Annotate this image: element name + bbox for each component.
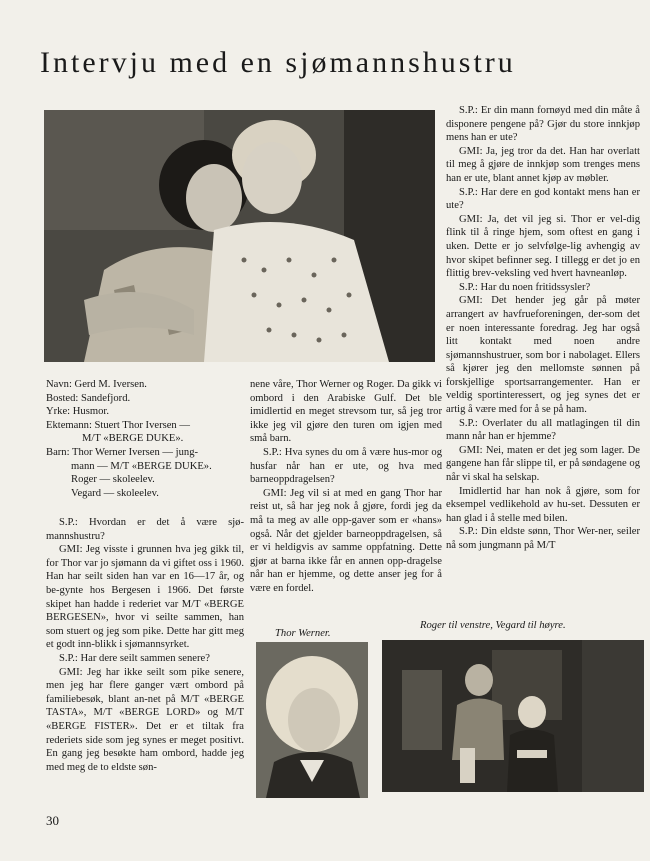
paragraph: nene våre, Thor Werner og Roger. Da gikk vi ombord i den Arabiske Gulf. Det ble imidlertid en meget strevsom tur, så jeg tror ikke jeg vil gjøre den turen om igjen med små barn.: [250, 379, 442, 445]
column-2-text: [250, 378, 442, 596]
paragraph: S.P.: Hvordan er det å være sjø-mannshustru?: [46, 517, 244, 542]
column-1-text: [46, 516, 244, 774]
article-title: Intervju med en sjømannshustru: [40, 46, 516, 79]
info-child-vegard: Vegard — skoleelev.: [71, 487, 159, 499]
profile-info: [46, 378, 236, 500]
paragraph: GMI: Ja, det vil jeg si. Thor er vel-dig flink til å ringe hjem, som oftest en gang i uken. Dette er jo selvfølge-lig avhengig av hvor skipet befinner seg. I tillegg er det jo en flittig brev-veksling ved hvert havneanløp.: [446, 213, 640, 280]
info-name: Navn: Gerd M. Iversen.: [46, 379, 147, 390]
boys-photo: [382, 640, 644, 792]
paragraph: S.P.: Er din mann fornøyd med din måte å disponere pengene på? Gjør du store innkjøp mens han er ute?: [446, 105, 640, 144]
info-children-ship: mann — M/T «BERGE DUKE».: [71, 460, 212, 472]
info-children: Barn: Thor Werner Iversen — jung-: [46, 446, 199, 458]
info-residence: Bosted: Sandefjord.: [46, 392, 131, 404]
column-3-text: [446, 104, 640, 553]
paragraph: GMI: Ja, jeg tror da det. Han har overlatt til meg å gjøre de innkjøp som trenges mens han er ute, blant annet kjøp av møbler.: [446, 145, 640, 184]
info-occupation: Yrke: Husmor.: [46, 406, 109, 418]
paragraph: S.P.: Har du noen fritidssysler?: [459, 281, 591, 293]
paragraph: GMI: Jeg har ikke seilt som pike senere, men jeg har flere ganger vært ombord på familiebesøk, blant an-net på M/T «BERGE TASTA», M/T «BERGE LORD» og M/T «BERGE FISTER». Det er et tiltak fra rederiets side som jeg synes er meget positivt. En gang jeg besøkte ham ombord, hadde jeg med meg de to eldste søn-: [46, 666, 244, 773]
caption-thor-werner: Thor Werner.: [275, 628, 331, 639]
paragraph: GMI: Det hender jeg går på møter arrangert av havfrueforeningen, der-som det er noen interessante foredrag. Jeg har også litt kontakt med noen andre sjømannshustruer, som bor i nabolaget. Ellers så kjører jeg den mellomste sønnen på forskjellige sportsarrangementer. Han er veldig sportinteressert, og jeg synes det er artig å være med for å se på ham.: [446, 295, 640, 416]
info-spouse: Ektemann: Stuert Thor Iversen —: [46, 419, 190, 431]
paragraph: GMI: Jeg vil si at med en gang Thor har reist ut, så har jeg nok å gjøre, fordi jeg da må ta meg av alle opp-gaver som er «hans» også. Når det gjelder barneoppdragelsen, så er vi heldigvis av samme oppfatning. Dette gjør at barna ikke får en annen opp-dragelse når han er hjemme, og dette anser jeg for å være en fordel.: [250, 487, 442, 594]
info-child-roger: Roger — skoleelev.: [71, 474, 155, 486]
paragraph: S.P.: Har dere en god kontakt mens han er ute?: [446, 186, 640, 212]
paragraph: S.P.: Hva synes du om å være hus-mor og husfar når han er ute, og hva med barneoppdragelsen?: [250, 446, 442, 486]
paragraph: S.P.: Har dere seilt sammen senere?: [59, 652, 210, 664]
thor-werner-photo: [256, 642, 368, 798]
caption-boys: Roger til venstre, Vegard til høyre.: [420, 620, 566, 631]
paragraph: GMI: Jeg visste i grunnen hva jeg gikk til, for Thor var jo sjømann da vi giftet oss i 1960. Han har seilt siden han var en 16—17 år, og be-gynte hos Bergesen i 1966. Det første skipet han hadde i rederiet var M/T «BERGE BERGESEN», hvor vi seilte sammen, han som stuert og jeg som pike. Dette har gitt meg et godt inn-blikk i sjømannsyrket.: [46, 544, 244, 651]
paragraph: S.P.: Din eldste sønn, Thor Wer-ner, seiler nå som jungmann på M/T: [446, 526, 640, 551]
couple-photo: [44, 110, 435, 362]
info-spouse-ship: M/T «BERGE DUKE».: [82, 433, 184, 445]
paragraph: Imidlertid har han nok å gjøre, som for eksempel vedlikehold av hu-set. Dessuten er han glad i å stelle med bilen.: [446, 485, 640, 524]
paragraph: S.P.: Overlater du all matlagingen til din mann når han er hjemme?: [446, 417, 640, 443]
paragraph: GMI: Nei, maten er det jeg som lager. De gangene han får slippe til, er på søndagene og når vi skal ha selskap.: [446, 444, 640, 484]
page-number: 30: [46, 813, 59, 828]
